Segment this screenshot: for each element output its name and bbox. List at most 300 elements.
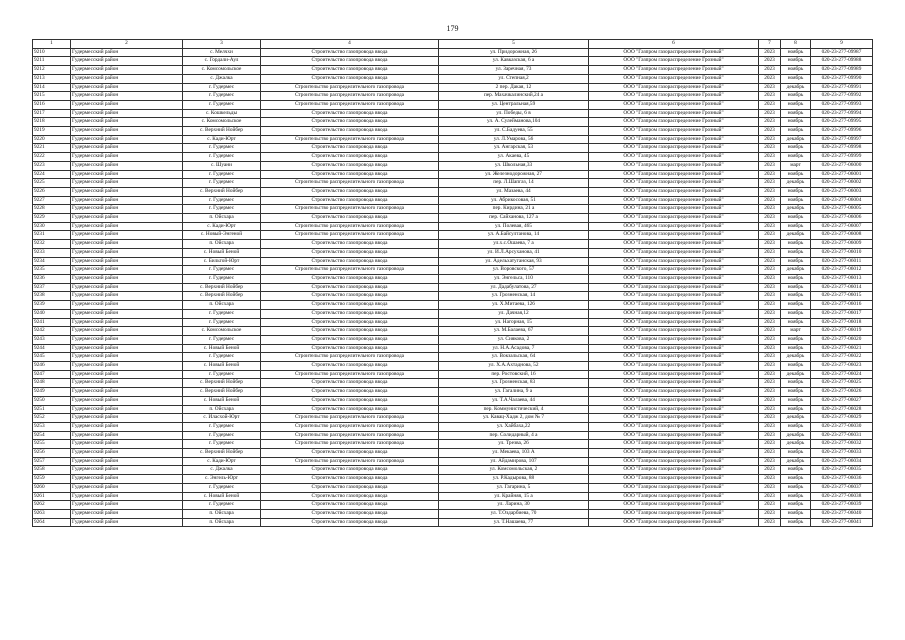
month-cell: ноябрь [781, 144, 811, 153]
row-number: 9228 [33, 205, 71, 214]
registry-number-cell: 020-23-277-06030 [811, 422, 873, 431]
registry-number-cell: 020-23-277-09991 [811, 83, 873, 92]
year-cell: 2023 [759, 292, 781, 301]
district-cell: Гудермесский район [71, 135, 183, 144]
year-cell: 2023 [759, 405, 781, 414]
table-row [33, 414, 873, 423]
year-cell: 2023 [759, 196, 781, 205]
table-row [33, 379, 873, 388]
month-cell: ноябрь [781, 422, 811, 431]
district-cell: Гудермесский район [71, 509, 183, 518]
work-type-cell: Строительство газопровода ввода [261, 309, 439, 318]
year-cell: 2023 [759, 257, 781, 266]
work-type-cell: Строительство газопровода ввода [261, 170, 439, 179]
organization-cell: ООО "Газпром газораспределение Грозный" [589, 492, 759, 501]
district-cell: Гудермесский район [71, 309, 183, 318]
address-cell: ул. Абрикосовая, 51 [439, 196, 589, 205]
registry-number-cell: 020-23-277-06037 [811, 483, 873, 492]
organization-cell: ООО "Газпром газораспределение Грозный" [589, 414, 759, 423]
address-cell: пер. Кирдина, 21 а [439, 205, 589, 214]
row-number: 9258 [33, 466, 71, 475]
work-type-cell: Строительство газопровода ввода [261, 66, 439, 75]
year-cell: 2023 [759, 492, 781, 501]
settlement-cell: г. Гудермес [183, 274, 261, 283]
address-cell: ул. Победы, 6 в [439, 109, 589, 118]
table-row [33, 501, 873, 510]
row-number: 9211 [33, 57, 71, 66]
district-cell: Гудермесский район [71, 248, 183, 257]
address-cell: ул. С.Бадуева, 55 [439, 127, 589, 136]
registry-number-cell: 020-23-277-06041 [811, 518, 873, 527]
month-cell: ноябрь [781, 118, 811, 127]
address-cell: ул. Н.А.Асадова, 7 [439, 344, 589, 353]
year-cell: 2023 [759, 509, 781, 518]
year-cell: 2023 [759, 501, 781, 510]
settlement-cell: г. Гудермес [183, 335, 261, 344]
address-cell: ул. Ангарская, 53 [439, 144, 589, 153]
row-number: 9239 [33, 301, 71, 310]
address-cell: ул. Акаева, 45 [439, 153, 589, 162]
district-cell: Гудермесский район [71, 449, 183, 458]
month-cell: ноябрь [781, 344, 811, 353]
district-cell: Гудермесский район [71, 422, 183, 431]
table-row [33, 231, 873, 240]
registry-number-cell: 020-23-277-06003 [811, 187, 873, 196]
organization-cell: ООО "Газпром газораспределение Грозный" [589, 135, 759, 144]
registry-number-cell: 020-23-277-09989 [811, 66, 873, 75]
registry-number-cell: 020-23-277-06040 [811, 509, 873, 518]
address-cell: ул. Воровского, 57 [439, 266, 589, 275]
address-cell: ул. Х.Митаева, 126 [439, 301, 589, 310]
organization-cell: ООО "Газпром газораспределение Грозный" [589, 161, 759, 170]
work-type-cell: Строительство распределительного газопровода [261, 422, 439, 431]
settlement-cell: г. Гудермес [183, 83, 261, 92]
table-row [33, 466, 873, 475]
table-row [33, 483, 873, 492]
registry-number-cell: 020-23-277-09999 [811, 153, 873, 162]
row-number: 9216 [33, 100, 71, 109]
table-row [33, 318, 873, 327]
settlement-cell: с. Кади-Юрт [183, 222, 261, 231]
settlement-cell: п. Ойсхара [183, 405, 261, 414]
row-number: 9222 [33, 153, 71, 162]
work-type-cell: Строительство газопровода ввода [261, 362, 439, 371]
year-cell: 2023 [759, 431, 781, 440]
year-cell: 2023 [759, 161, 781, 170]
work-type-cell: Строительство распределительного газопровода [261, 353, 439, 362]
row-number: 9210 [33, 48, 71, 57]
organization-cell: ООО "Газпром газораспределение Грозный" [589, 118, 759, 127]
year-cell: 2023 [759, 187, 781, 196]
organization-cell: ООО "Газпром газораспределение Грозный" [589, 283, 759, 292]
column-header: 3 [183, 40, 261, 49]
district-cell: Гудермесский район [71, 100, 183, 109]
organization-cell: ООО "Газпром газораспределение Грозный" [589, 327, 759, 336]
month-cell: ноябрь [781, 48, 811, 57]
address-cell: ул. Вокзальская, 64 [439, 353, 589, 362]
organization-cell: ООО "Газпром газораспределение Грозный" [589, 153, 759, 162]
row-number: 9257 [33, 457, 71, 466]
row-number: 9236 [33, 274, 71, 283]
organization-cell: ООО "Газпром газораспределение Грозный" [589, 501, 759, 510]
settlement-cell: с. Гордали-Аул [183, 57, 261, 66]
year-cell: 2023 [759, 466, 781, 475]
district-cell: Гудермесский район [71, 327, 183, 336]
district-cell: Гудермесский район [71, 205, 183, 214]
row-number: 9231 [33, 231, 71, 240]
district-cell: Гудермесский район [71, 466, 183, 475]
row-number: 9249 [33, 388, 71, 397]
address-cell: ул. Л.Умарова, 56 [439, 135, 589, 144]
registry-number-cell: 020-23-277-06010 [811, 248, 873, 257]
year-cell: 2023 [759, 440, 781, 449]
organization-cell: ООО "Газпром газораспределение Грозный" [589, 518, 759, 527]
organization-cell: ООО "Газпром газораспределение Грозный" [589, 335, 759, 344]
district-cell: Гудермесский район [71, 240, 183, 249]
month-cell: ноябрь [781, 518, 811, 527]
address-cell: ул. Трезва, 26 [439, 440, 589, 449]
organization-cell: ООО "Газпром газораспределение Грозный" [589, 179, 759, 188]
row-number: 9262 [33, 501, 71, 510]
organization-cell: ООО "Газпром газораспределение Грозный" [589, 100, 759, 109]
row-number: 9247 [33, 370, 71, 379]
month-cell: декабрь [781, 414, 811, 423]
district-cell: Гудермесский район [71, 344, 183, 353]
year-cell: 2023 [759, 414, 781, 423]
work-type-cell: Строительство газопровода ввода [261, 214, 439, 223]
work-type-cell: Строительство газопровода ввода [261, 405, 439, 414]
table-row [33, 153, 873, 162]
organization-cell: ООО "Газпром газораспределение Грозный" [589, 449, 759, 458]
row-number: 9263 [33, 509, 71, 518]
year-cell: 2023 [759, 179, 781, 188]
table-row [33, 118, 873, 127]
work-type-cell: Строительство распределительного газопровода [261, 179, 439, 188]
table-row [33, 144, 873, 153]
organization-cell: ООО "Газпром газораспределение Грозный" [589, 422, 759, 431]
address-cell: ул. А. Сулейманова,104 [439, 118, 589, 127]
work-type-cell: Строительство распределительного газопровода [261, 205, 439, 214]
month-cell: декабрь [781, 205, 811, 214]
row-number: 9260 [33, 483, 71, 492]
month-cell: декабрь [781, 353, 811, 362]
address-cell: ул. М.Балаева, 67 [439, 327, 589, 336]
district-cell: Гудермесский район [71, 501, 183, 510]
district-cell: Гудермесский район [71, 187, 183, 196]
registry-number-cell: 020-23-277-06011 [811, 257, 873, 266]
registry-number-cell: 020-23-277-09998 [811, 144, 873, 153]
work-type-cell: Строительство газопровода ввода [261, 492, 439, 501]
registry-number-cell: 020-23-277-06007 [811, 222, 873, 231]
settlement-cell: с. Верхний Нойбер [183, 187, 261, 196]
address-cell: пер. Махачкалинский,24 а [439, 92, 589, 101]
column-header: 8 [781, 40, 811, 49]
table-row [33, 344, 873, 353]
organization-cell: ООО "Газпром газораспределение Грозный" [589, 74, 759, 83]
year-cell: 2023 [759, 74, 781, 83]
work-type-cell: Строительство газопровода ввода [261, 396, 439, 405]
table-row [33, 475, 873, 484]
table-row [33, 127, 873, 136]
settlement-cell: с. Верхний Нойбер [183, 127, 261, 136]
registry-number-cell: 020-23-277-09990 [811, 74, 873, 83]
district-cell: Гудермесский район [71, 170, 183, 179]
work-type-cell: Строительство газопровода ввода [261, 335, 439, 344]
organization-cell: ООО "Газпром газораспределение Грозный" [589, 231, 759, 240]
address-cell: ул. Гагалина, 9 а [439, 388, 589, 397]
registry-number-cell: 020-23-277-09994 [811, 109, 873, 118]
table-row [33, 283, 873, 292]
year-cell: 2023 [759, 57, 781, 66]
gas-works-table [32, 39, 873, 527]
settlement-cell: г. Гудермес [183, 179, 261, 188]
district-cell: Гудермесский район [71, 388, 183, 397]
address-cell: ул. Кавац-Хадж 2, дом № 7 [439, 414, 589, 423]
month-cell: ноябрь [781, 362, 811, 371]
district-cell: Гудермесский район [71, 222, 183, 231]
settlement-cell: с. Новый Беной [183, 396, 261, 405]
year-cell: 2023 [759, 449, 781, 458]
row-number: 9219 [33, 127, 71, 136]
year-cell: 2023 [759, 301, 781, 310]
district-cell: Гудермесский район [71, 266, 183, 275]
address-cell: ул. Адельхатуганская, 93 [439, 257, 589, 266]
month-cell: ноябрь [781, 187, 811, 196]
district-cell: Гудермесский район [71, 274, 183, 283]
settlement-cell: с. Новый-Энгеной [183, 231, 261, 240]
column-header: 2 [71, 40, 183, 49]
address-cell: пер. Сайханова, 127 а [439, 214, 589, 223]
row-number: 9250 [33, 396, 71, 405]
table-row [33, 205, 873, 214]
table-row [33, 388, 873, 397]
organization-cell: ООО "Газпром газораспределение Грозный" [589, 109, 759, 118]
registry-number-cell: 020-23-277-06017 [811, 309, 873, 318]
work-type-cell: Строительство газопровода ввода [261, 301, 439, 310]
table-row [33, 161, 873, 170]
address-cell: ул. Железнодорожная, 27 [439, 170, 589, 179]
table-row [33, 66, 873, 75]
registry-number-cell: 020-23-277-06036 [811, 475, 873, 484]
month-cell: ноябрь [781, 492, 811, 501]
year-cell: 2023 [759, 231, 781, 240]
address-cell: ул. Хайбаха,22 [439, 422, 589, 431]
address-cell: ул. Х.А.Ахтаднова, 52 [439, 362, 589, 371]
year-cell: 2023 [759, 353, 781, 362]
address-cell: ул. А.Байсултанова, 14 [439, 231, 589, 240]
year-cell: 2023 [759, 48, 781, 57]
work-type-cell: Строительство газопровода ввода [261, 518, 439, 527]
organization-cell: ООО "Газпром газораспределение Грозный" [589, 274, 759, 283]
row-number: 9238 [33, 292, 71, 301]
address-cell: ул. Р.Кадырова, 88 [439, 475, 589, 484]
address-cell: ул. Придорожная, 26 [439, 48, 589, 57]
year-cell: 2023 [759, 475, 781, 484]
work-type-cell: Строительство распределительного газопровода [261, 83, 439, 92]
month-cell: ноябрь [781, 501, 811, 510]
table-row [33, 170, 873, 179]
settlement-cell: п. Ойсхара [183, 518, 261, 527]
month-cell: март [781, 327, 811, 336]
table-row [33, 492, 873, 501]
district-cell: Гудермесский район [71, 231, 183, 240]
organization-cell: ООО "Газпром газораспределение Грозный" [589, 196, 759, 205]
month-cell: ноябрь [781, 292, 811, 301]
month-cell: март [781, 161, 811, 170]
settlement-cell: г. Гудермес [183, 309, 261, 318]
district-cell: Гудермесский район [71, 283, 183, 292]
table-row [33, 292, 873, 301]
work-type-cell: Строительство газопровода ввода [261, 48, 439, 57]
settlement-cell: г. Гудермес [183, 370, 261, 379]
address-cell: ул. Комсомольская, 2 [439, 466, 589, 475]
organization-cell: ООО "Газпром газораспределение Грозный" [589, 248, 759, 257]
row-number: 9242 [33, 327, 71, 336]
month-cell: ноябрь [781, 466, 811, 475]
address-cell: ул. Грозненская, 14 [439, 292, 589, 301]
table-row [33, 327, 873, 336]
settlement-cell: г. Гудермес [183, 266, 261, 275]
row-number: 9226 [33, 187, 71, 196]
registry-number-cell: 020-23-277-06034 [811, 457, 873, 466]
work-type-cell: Строительство газопровода ввода [261, 257, 439, 266]
table-row [33, 135, 873, 144]
registry-number-cell: 020-23-277-06025 [811, 379, 873, 388]
month-cell: ноябрь [781, 66, 811, 75]
table-row [33, 509, 873, 518]
row-number: 9240 [33, 309, 71, 318]
settlement-cell: с. Новый Беной [183, 492, 261, 501]
month-cell: ноябрь [781, 222, 811, 231]
organization-cell: ООО "Газпром газораспределение Грозный" [589, 475, 759, 484]
work-type-cell: Строительство распределительного газопровода [261, 414, 439, 423]
header-row [33, 40, 873, 49]
settlement-cell: с. Комсомольское [183, 327, 261, 336]
month-cell: декабрь [781, 457, 811, 466]
registry-number-cell: 020-23-277-06035 [811, 466, 873, 475]
registry-number-cell: 020-23-277-09995 [811, 118, 873, 127]
organization-cell: ООО "Газпром газораспределение Грозный" [589, 66, 759, 75]
year-cell: 2023 [759, 335, 781, 344]
work-type-cell: Строительство распределительного газопровода [261, 135, 439, 144]
district-cell: Гудермесский район [71, 414, 183, 423]
address-cell: ул. Т.Оздарбиева, 70 [439, 509, 589, 518]
month-cell: ноябрь [781, 405, 811, 414]
settlement-cell: г. Гудермес [183, 353, 261, 362]
month-cell: декабрь [781, 266, 811, 275]
column-header: 7 [759, 40, 781, 49]
year-cell: 2023 [759, 483, 781, 492]
settlement-cell: г. Гудермес [183, 318, 261, 327]
registry-number-cell: 020-23-277-06012 [811, 266, 873, 275]
district-cell: Гудермесский район [71, 179, 183, 188]
month-cell: ноябрь [781, 309, 811, 318]
address-cell: пер. Коммунистический, 4 [439, 405, 589, 414]
address-cell: ул. Гагарина, 5 [439, 483, 589, 492]
year-cell: 2023 [759, 309, 781, 318]
year-cell: 2023 [759, 100, 781, 109]
settlement-cell: с. Верхний Нойбер [183, 379, 261, 388]
month-cell: ноябрь [781, 196, 811, 205]
settlement-cell: г. Гудермес [183, 144, 261, 153]
organization-cell: ООО "Газпром газораспределение Грозный" [589, 362, 759, 371]
settlement-cell: г. Гудермес [183, 196, 261, 205]
organization-cell: ООО "Газпром газораспределение Грозный" [589, 257, 759, 266]
month-cell: декабрь [781, 83, 811, 92]
work-type-cell: Строительство газопровода ввода [261, 327, 439, 336]
address-cell: ул. Полевая, 465 [439, 222, 589, 231]
district-cell: Гудермесский район [71, 144, 183, 153]
address-cell: ул. Ларина, 30 [439, 501, 589, 510]
year-cell: 2023 [759, 127, 781, 136]
row-number: 9241 [33, 318, 71, 327]
work-type-cell: Строительство газопровода ввода [261, 240, 439, 249]
month-cell: ноябрь [781, 274, 811, 283]
district-cell: Гудермесский район [71, 457, 183, 466]
row-number: 9243 [33, 335, 71, 344]
year-cell: 2023 [759, 422, 781, 431]
row-number: 9251 [33, 405, 71, 414]
table-row [33, 405, 873, 414]
organization-cell: ООО "Газпром газораспределение Грозный" [589, 205, 759, 214]
row-number: 9227 [33, 196, 71, 205]
year-cell: 2023 [759, 66, 781, 75]
month-cell: ноябрь [781, 475, 811, 484]
organization-cell: ООО "Газпром газораспределение Грозный" [589, 388, 759, 397]
settlement-cell: с. Иласхой-Юрт [183, 414, 261, 423]
row-number: 9224 [33, 170, 71, 179]
row-number: 9214 [33, 83, 71, 92]
address-cell: ул. Мекаева, 103 А [439, 449, 589, 458]
settlement-cell: г. Гудермес [183, 422, 261, 431]
month-cell: ноябрь [781, 483, 811, 492]
row-number: 9232 [33, 240, 71, 249]
work-type-cell: Строительство распределительного газопровода [261, 100, 439, 109]
settlement-cell: с. Верхний Нойбер [183, 388, 261, 397]
registry-number-cell: 020-23-277-06001 [811, 170, 873, 179]
district-cell: Гудермесский район [71, 370, 183, 379]
work-type-cell: Строительство газопровода ввода [261, 501, 439, 510]
year-cell: 2023 [759, 318, 781, 327]
row-number: 9252 [33, 414, 71, 423]
row-number: 9230 [33, 222, 71, 231]
table-row [33, 92, 873, 101]
year-cell: 2023 [759, 248, 781, 257]
address-cell: 2 пер. Дакая, 12 [439, 83, 589, 92]
district-cell: Гудермесский район [71, 475, 183, 484]
row-number: 9245 [33, 353, 71, 362]
year-cell: 2023 [759, 379, 781, 388]
work-type-cell: Строительство газопровода ввода [261, 292, 439, 301]
organization-cell: ООО "Газпром газораспределение Грозный" [589, 92, 759, 101]
settlement-cell: с. Новый Беной [183, 248, 261, 257]
year-cell: 2023 [759, 214, 781, 223]
registry-number-cell: 020-23-277-06029 [811, 414, 873, 423]
district-cell: Гудермесский район [71, 335, 183, 344]
year-cell: 2023 [759, 327, 781, 336]
row-number: 9218 [33, 118, 71, 127]
district-cell: Гудермесский район [71, 92, 183, 101]
registry-number-cell: 020-23-277-06006 [811, 214, 873, 223]
table-row [33, 274, 873, 283]
district-cell: Гудермесский район [71, 405, 183, 414]
row-number: 9264 [33, 518, 71, 527]
column-header: 9 [811, 40, 873, 49]
page-number: 179 [446, 24, 459, 33]
table-row [33, 362, 873, 371]
work-type-cell: Строительство газопровода ввода [261, 161, 439, 170]
month-cell: ноябрь [781, 214, 811, 223]
